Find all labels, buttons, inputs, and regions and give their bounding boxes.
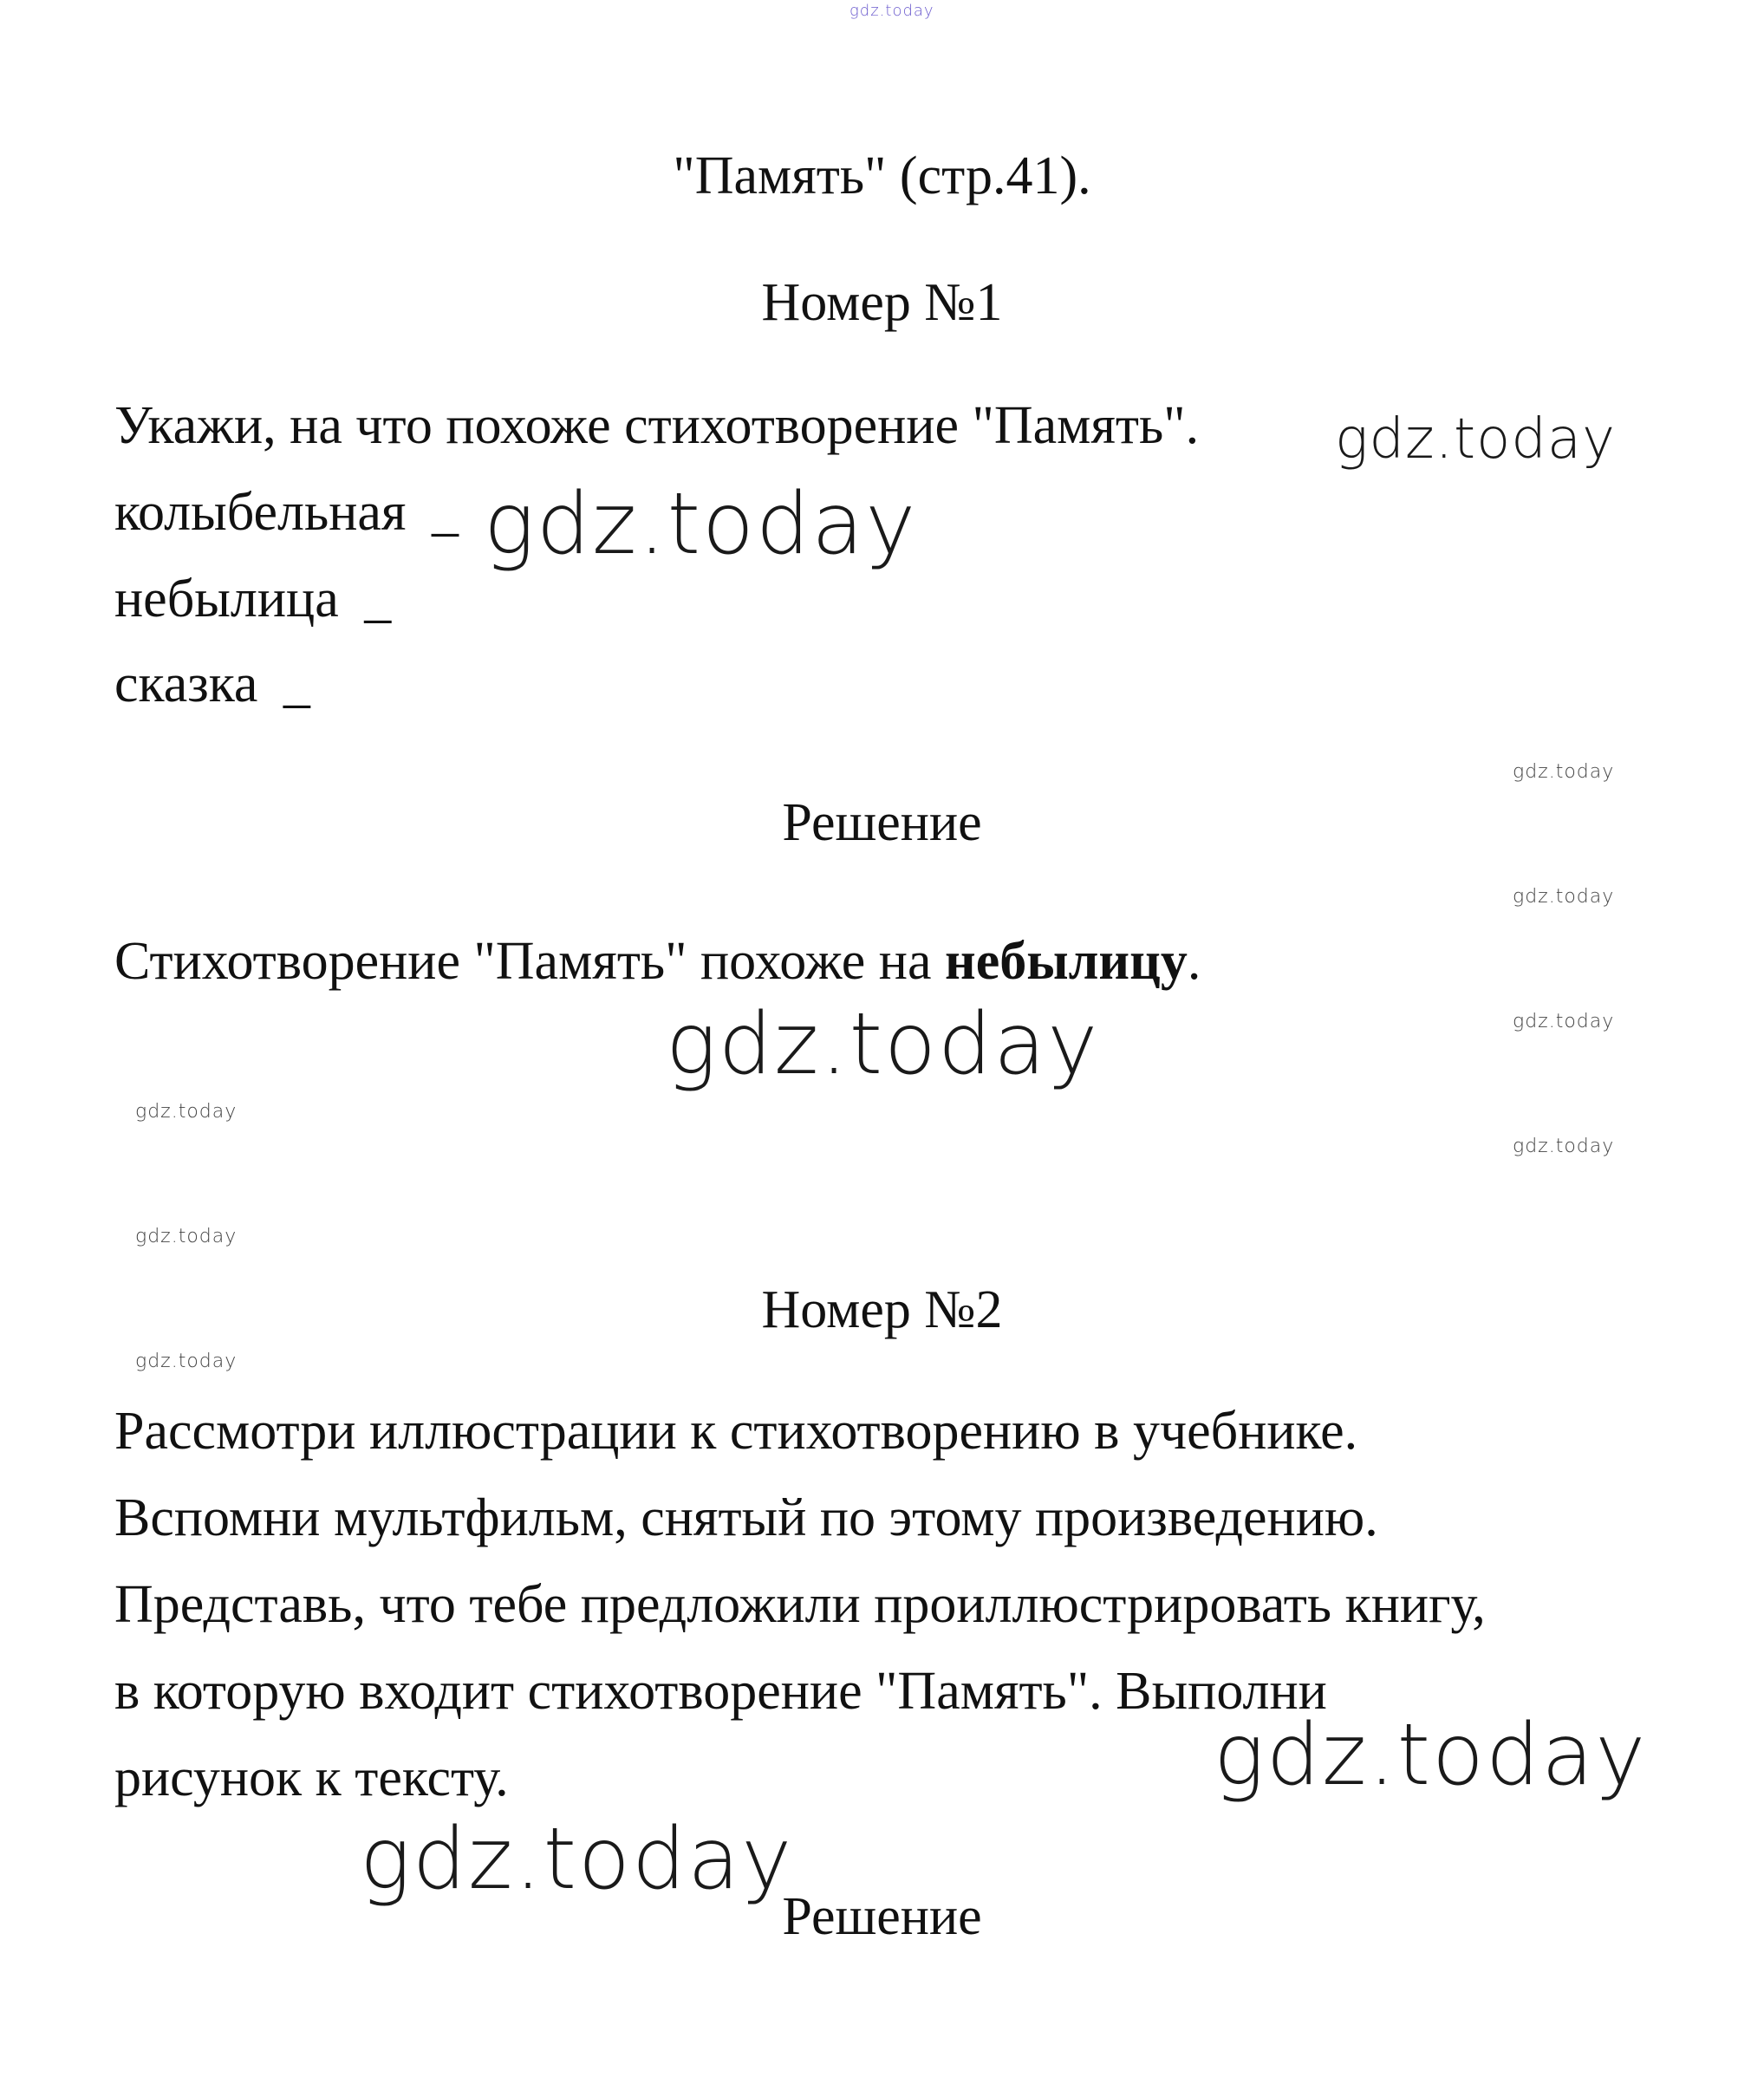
option-label: небылица <box>114 570 339 628</box>
option-blank: _ <box>283 654 310 713</box>
task1-question: Укажи, на что похоже стихотворение "Память". <box>114 396 1200 455</box>
task1-answer <box>114 932 1201 991</box>
watermark: gdz.today <box>1513 1011 1615 1032</box>
task1-option-fairy-tale <box>114 654 310 713</box>
watermark: gdz.today <box>135 1101 238 1123</box>
watermark: gdz.today <box>135 1226 238 1247</box>
option-blank: _ <box>431 483 459 542</box>
watermark: gdz.today <box>1214 1706 1648 1805</box>
task2-line: в которую входит стихотворение "Память". Выполни <box>114 1662 1327 1721</box>
watermark: gdz.today <box>360 1810 794 1909</box>
answer-suffix: . <box>1187 932 1201 991</box>
watermark: gdz.today <box>1513 1136 1615 1157</box>
answer-prefix: Стихотворение "Память" похоже на <box>114 932 945 991</box>
task2-heading: Номер №2 <box>761 1280 1003 1339</box>
task2-line: Рассмотри иллюстрации к стихотворению в учебнике. <box>114 1402 1358 1461</box>
task1-option-lullaby <box>114 483 459 542</box>
task2-line: Вспомни мультфильм, снятый по этому произведению. <box>114 1488 1378 1547</box>
task1-option-tall-tale <box>114 572 391 626</box>
watermark: gdz.today <box>1513 761 1615 783</box>
option-blank: _ <box>364 570 392 628</box>
task1-heading: Номер №1 <box>761 273 1003 332</box>
task2-line: Представь, что тебе предложили проиллюстрировать книгу, <box>114 1575 1486 1634</box>
answer-bold: небылицу <box>944 932 1188 991</box>
page-title: "Память" (стр.41). <box>673 146 1091 205</box>
task2-line: рисунок к тексту. <box>114 1748 509 1807</box>
watermark-top: gdz.today <box>849 2 934 20</box>
watermark: gdz.today <box>135 1351 238 1372</box>
task1-solution-heading: Решение <box>782 793 982 852</box>
watermark: gdz.today <box>1335 407 1616 472</box>
watermark: gdz.today <box>666 995 1100 1094</box>
option-label: сказка <box>114 654 258 713</box>
option-label: колыбельная <box>114 483 407 542</box>
task2-solution-heading: Решение <box>782 1887 982 1946</box>
watermark: gdz.today <box>484 475 918 574</box>
watermark: gdz.today <box>1513 886 1615 908</box>
